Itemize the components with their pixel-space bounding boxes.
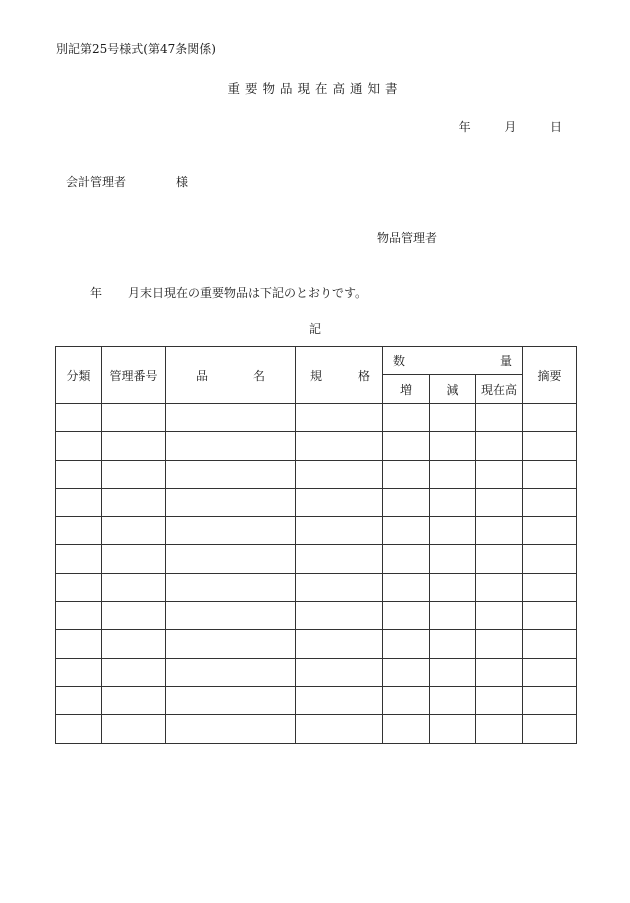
table-cell[interactable] bbox=[296, 602, 383, 630]
table-cell[interactable] bbox=[102, 686, 166, 714]
table-cell[interactable] bbox=[430, 658, 476, 686]
table-cell[interactable] bbox=[383, 573, 430, 601]
table-cell[interactable] bbox=[476, 545, 523, 573]
table-cell[interactable] bbox=[166, 545, 296, 573]
form-number: 別記第25号様式(第47条関係) bbox=[56, 42, 216, 56]
table-cell[interactable] bbox=[166, 517, 296, 545]
table-cell[interactable] bbox=[476, 404, 523, 432]
table-cell[interactable] bbox=[296, 545, 383, 573]
table-cell[interactable] bbox=[523, 404, 577, 432]
table-cell[interactable] bbox=[523, 602, 577, 630]
sender-label: 物品管理者 bbox=[377, 231, 438, 245]
table-cell[interactable] bbox=[476, 488, 523, 516]
table-cell[interactable] bbox=[430, 715, 476, 743]
table-row bbox=[56, 658, 577, 686]
table-cell[interactable] bbox=[476, 602, 523, 630]
table-row bbox=[56, 630, 577, 658]
table-row bbox=[56, 715, 577, 743]
table-cell[interactable] bbox=[56, 573, 102, 601]
table-cell[interactable] bbox=[476, 573, 523, 601]
ki-label: 記 bbox=[308, 322, 321, 336]
items-table-body bbox=[56, 404, 577, 744]
table-cell[interactable] bbox=[383, 517, 430, 545]
table-cell[interactable] bbox=[166, 715, 296, 743]
table-cell[interactable] bbox=[56, 404, 102, 432]
table-cell[interactable] bbox=[166, 404, 296, 432]
header-decrease: 減 bbox=[430, 375, 476, 404]
table-cell[interactable] bbox=[476, 686, 523, 714]
table-cell[interactable] bbox=[166, 686, 296, 714]
table-cell[interactable] bbox=[383, 686, 430, 714]
table-cell[interactable] bbox=[383, 432, 430, 460]
table-cell[interactable] bbox=[383, 715, 430, 743]
table-cell[interactable] bbox=[102, 404, 166, 432]
table-cell[interactable] bbox=[430, 630, 476, 658]
table-cell[interactable] bbox=[296, 715, 383, 743]
table-cell[interactable] bbox=[56, 602, 102, 630]
table-cell[interactable] bbox=[166, 602, 296, 630]
table-cell[interactable] bbox=[383, 545, 430, 573]
table-cell[interactable] bbox=[56, 460, 102, 488]
table-cell[interactable] bbox=[296, 630, 383, 658]
table-cell[interactable] bbox=[166, 432, 296, 460]
table-cell[interactable] bbox=[296, 686, 383, 714]
table-row bbox=[56, 602, 577, 630]
table-cell[interactable] bbox=[56, 686, 102, 714]
table-cell[interactable] bbox=[476, 715, 523, 743]
table-cell[interactable] bbox=[296, 658, 383, 686]
table-cell[interactable] bbox=[383, 460, 430, 488]
table-cell[interactable] bbox=[430, 573, 476, 601]
header-remarks: 摘要 bbox=[523, 347, 577, 404]
table-cell[interactable] bbox=[430, 545, 476, 573]
table-row bbox=[56, 460, 577, 488]
body-sentence: 月末日現在の重要物品は下記のとおりです。 bbox=[128, 286, 368, 300]
table-cell[interactable] bbox=[476, 460, 523, 488]
table-cell[interactable] bbox=[430, 517, 476, 545]
header-quantity bbox=[383, 347, 523, 375]
table-cell[interactable] bbox=[296, 517, 383, 545]
table-row bbox=[56, 686, 577, 714]
header-item-name-2: 名 bbox=[252, 368, 265, 383]
table-cell[interactable] bbox=[430, 602, 476, 630]
items-table bbox=[55, 346, 577, 744]
table-cell[interactable] bbox=[56, 715, 102, 743]
date-month-label: 月 bbox=[504, 120, 517, 134]
table-cell[interactable] bbox=[383, 602, 430, 630]
table-row bbox=[56, 432, 577, 460]
body-year-label: 年 bbox=[90, 286, 103, 300]
header-increase: 増 bbox=[383, 375, 430, 404]
table-cell[interactable] bbox=[523, 715, 577, 743]
header-category: 分類 bbox=[56, 347, 102, 404]
table-cell[interactable] bbox=[166, 460, 296, 488]
date-day-label: 日 bbox=[549, 120, 562, 134]
table-cell[interactable] bbox=[102, 488, 166, 516]
table-cell[interactable] bbox=[166, 573, 296, 601]
table-cell[interactable] bbox=[296, 432, 383, 460]
table-cell[interactable] bbox=[430, 488, 476, 516]
table-cell[interactable] bbox=[476, 432, 523, 460]
table-cell[interactable] bbox=[383, 658, 430, 686]
table-cell[interactable] bbox=[296, 573, 383, 601]
table-cell[interactable] bbox=[523, 460, 577, 488]
table-cell[interactable] bbox=[56, 658, 102, 686]
header-quantity-2: 量 bbox=[500, 354, 513, 368]
table-cell[interactable] bbox=[476, 658, 523, 686]
body-text bbox=[90, 287, 367, 299]
table-cell[interactable] bbox=[430, 460, 476, 488]
table-cell[interactable] bbox=[166, 630, 296, 658]
table-cell[interactable] bbox=[102, 630, 166, 658]
table-cell[interactable] bbox=[430, 686, 476, 714]
table-cell[interactable] bbox=[296, 404, 383, 432]
date-line bbox=[459, 121, 562, 133]
table-cell[interactable] bbox=[523, 686, 577, 714]
table-cell[interactable] bbox=[476, 517, 523, 545]
date-year-label: 年 bbox=[458, 120, 471, 134]
header-item-name bbox=[166, 347, 296, 404]
table-row bbox=[56, 545, 577, 573]
table-cell[interactable] bbox=[56, 432, 102, 460]
table-cell[interactable] bbox=[102, 658, 166, 686]
table-cell[interactable] bbox=[430, 432, 476, 460]
table-cell[interactable] bbox=[523, 545, 577, 573]
table-cell[interactable] bbox=[102, 573, 166, 601]
table-cell[interactable] bbox=[523, 517, 577, 545]
table-cell[interactable] bbox=[166, 488, 296, 516]
table-cell[interactable] bbox=[56, 488, 102, 516]
table-cell[interactable] bbox=[56, 630, 102, 658]
table-cell[interactable] bbox=[383, 404, 430, 432]
table-cell[interactable] bbox=[523, 432, 577, 460]
document-title: 重要物品現在高通知書 bbox=[227, 81, 403, 96]
table-row bbox=[56, 488, 577, 516]
table-cell[interactable] bbox=[102, 432, 166, 460]
table-cell[interactable] bbox=[523, 658, 577, 686]
table-cell[interactable] bbox=[523, 488, 577, 516]
header-quantity-1: 数 bbox=[393, 354, 406, 368]
table-row bbox=[56, 404, 577, 432]
table-cell[interactable] bbox=[523, 573, 577, 601]
table-cell[interactable] bbox=[296, 488, 383, 516]
table-cell[interactable] bbox=[383, 488, 430, 516]
header-spec bbox=[296, 347, 383, 404]
header-spec-1: 規 bbox=[310, 368, 323, 383]
table-cell[interactable] bbox=[56, 517, 102, 545]
table-cell[interactable] bbox=[523, 630, 577, 658]
table-cell[interactable] bbox=[102, 460, 166, 488]
table-cell[interactable] bbox=[102, 545, 166, 573]
table-cell[interactable] bbox=[296, 460, 383, 488]
table-cell[interactable] bbox=[102, 517, 166, 545]
header-current: 現在高 bbox=[476, 375, 523, 404]
table-cell[interactable] bbox=[383, 630, 430, 658]
table-row bbox=[56, 573, 577, 601]
addressee-honorific: 様 bbox=[176, 175, 189, 189]
table-row bbox=[56, 517, 577, 545]
table-cell[interactable] bbox=[476, 630, 523, 658]
table-cell[interactable] bbox=[102, 715, 166, 743]
addressee-name: 会計管理者 bbox=[66, 175, 127, 189]
table-cell[interactable] bbox=[56, 545, 102, 573]
table-cell[interactable] bbox=[430, 404, 476, 432]
addressee bbox=[66, 176, 188, 188]
header-control-number: 管理番号 bbox=[102, 347, 166, 404]
table-cell[interactable] bbox=[102, 602, 166, 630]
header-spec-2: 格 bbox=[357, 368, 370, 383]
table-cell[interactable] bbox=[166, 658, 296, 686]
header-item-name-1: 品 bbox=[196, 368, 209, 383]
